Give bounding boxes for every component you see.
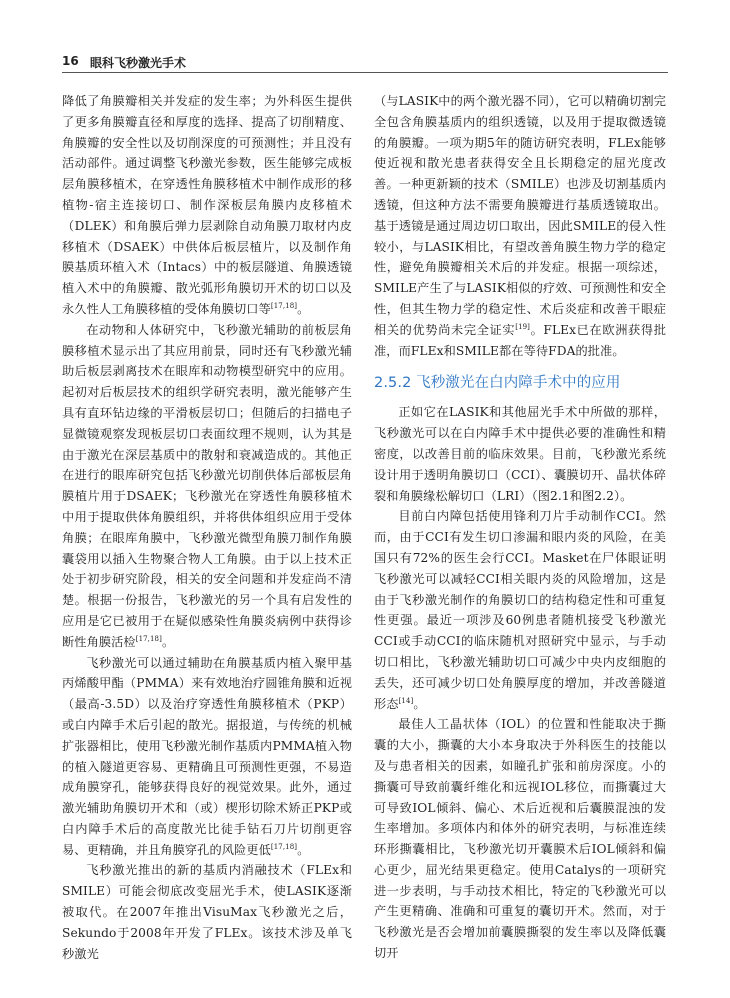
book-title: 眼科飞秒激光手术 (90, 56, 187, 70)
paragraph-text: 降低了角膜瓣相关并发症的发生率；为外科医生提供了更多角膜瓣直径和厚度的选择、提高了切削精度、角膜瓣的安全性以及切削深度的可预测性；并且没有活动部件。通过调整飞秒激光参数，医生能够完成板层角膜移植术，在穿透性角膜移植术中制作成形的移植物-宿主连接切口、制作深板层角膜内皮移植术（DLEK）和角膜后弹力层剥除自动角膜刀取材内皮移植术（DSAEK）中供体后板层植片，以及制作角膜基质环植入术（Intacs）中的板层隧道、角膜透镜植入术中的角膜瓣、散光弧形角膜切开术的切口以及永久性人工角膜移植的受体角膜切口等 (62, 94, 352, 316)
page-number: 16 (62, 54, 79, 68)
paragraph (62, 320, 352, 653)
citation: [14] (398, 696, 414, 705)
right-column (374, 91, 666, 964)
paragraph-end: 。 (297, 301, 310, 316)
paragraph (62, 860, 352, 964)
citation: [17,18] (270, 842, 298, 851)
paragraph-end: 。 (161, 634, 175, 649)
paragraph-text: 最佳人工晶状体（IOL）的位置和性能取决于撕囊的大小，撕囊的大小本身取决于外科医生的技能以及与患者相关的因素，如瞳孔扩张和前房深度。小的撕囊可导致前囊纤维化和远视IOL移位，而撕囊过大可导致IOL倾斜、偏心、术后近视和后囊膜混浊的发生率增加。多项体内和体外的研究表明，与标准连续环形撕囊相比，飞秒激光切开囊膜术后IOL倾斜和偏心更少，屈光结果更稳定。使用Catalys的一项研究进一步表明，与手动技术相比，特定的飞秒激光可以产生更精确、准确和可重复的囊切开术。然而，对于飞秒激光是否会增加前囊膜撕裂的发生率以及降低囊切开 (374, 717, 666, 961)
paragraph (374, 714, 666, 964)
paragraph-text: 飞秒激光可以通过辅助在角膜基质内植入聚甲基丙烯酸甲酯（PMMA）来有效地治疗圆锥角膜和近视（最高-3.5D）以及治疗穿透性角膜移植术（PKP）或白内障手术后引起的散光。据报道，与传统的机械扩张器相比，使用飞秒激光制作基质内PMMA植入物的植入隧道更容易、更精确且可预测性更强，不易造成角膜穿孔，能够获得良好的视觉效果。此外，通过激光辅助角膜切开术和（或）楔形切除术矫正PKP或白内障手术后的高度散光比徒手钻石刀片切削更容易、更精确，并且角膜穿孔的风险更低 (62, 655, 352, 857)
citation: [17,18] (135, 634, 162, 643)
paragraph-end: 。 (413, 696, 426, 711)
paragraph-text: （与LASIK中的两个激光器不同），它可以精确切割完全包含角膜基质内的组织透镜，以及用于提取微透镜的角膜瓣。一项为期5年的随访研究表明，FLEx能够使近视和散光患者获得安全且长期稳定的屈光度改善。一种更新颖的技术（SMILE）也涉及切割基质内透镜，但这种方法不需要角膜瓣进行基质透镜取出。基于透镜是通过周边切口取出，因此SMILE的侵入性较小，与LASIK相比，有望改善角膜生物力学的稳定性，避免角膜瓣相关术后的并发症。根据一项综述，SMILE产生了与LASIK相似的疗效、可预测性和安全性，但其生物力学的稳定性、术后炎症和改善干眼症相关的优势尚未完全证实 (374, 94, 666, 337)
paragraph (374, 91, 666, 361)
paragraph (374, 402, 666, 506)
paragraph (62, 653, 352, 861)
paragraph-text: 在动物和人体研究中，飞秒激光辅助的前板层角膜移植术显示出了其应用前景，同时还有飞秒激光辅助后板层剥离技术在眼库和动物模型研究中的应用。起初对后板层技术的组织学研究表明，激光能够产生具有直环钻边缘的平滑板层切口；但随后的扫描电子显微镜观察发现板层切口表面纹理不规则，认为其是由于激光在深层基质中的散射和衰减造成的。其他正在进行的眼库研究包括飞秒激光切削供体后部板层角膜植片用于DSAEK；飞秒激光在穿透性角膜移植术中用于提取供体角膜组织，并将供体组织应用于受体角膜；在眼库角膜中，飞秒激光微型角膜刀制作角膜囊袋用以插入生物聚合物人工角膜。由于以上技术正处于初步研究阶段，相关的安全问题和并发症尚不清楚。根据一份报告，飞秒激光的另一个具有启发性的应用是它已被用于在疑似感染性角膜炎病例中获得诊断性角膜活检 (62, 322, 352, 649)
citation: [17,18] (270, 301, 298, 310)
paragraph-end: 。FLEx已在欧洲获得批准，而FLEx和SMILE都在等待FDA的批准。 (374, 322, 666, 358)
section-heading: 2.5.2 飞秒激光在白内障手术中的应用 (374, 375, 621, 392)
paragraph-text: 目前白内障包括使用锋利刀片手动制作CCI。然而，由于CCI有发生切口渗漏和眼内炎的风险，在美国只有72%的医生会行CCI。Masket在尸体眼证明飞秒激光可以减轻CCI相关眼内炎的风险增加，这是由于飞秒激光制作的角膜切口的结构稳定性和可重复性更强。最近一项涉及60例患者随机接受飞秒激光CCI或手动CCI的临床随机对照研究中显示，与手动切口相比，飞秒激光辅助切口可减少中央内皮细胞的丢失，还可减少切口处角膜厚度的增加，并改善隧道形态 (374, 509, 666, 711)
running-header (62, 50, 668, 72)
citation: [19] (515, 322, 531, 331)
paragraph-end: 。 (297, 842, 310, 857)
paragraph (62, 91, 352, 320)
paragraph-text: 正如它在LASIK和其他屈光手术中所做的那样，飞秒激光可以在白内障手术中提供必要的准确性和精密度，以改善目前的临床效果。目前，飞秒激光系统设计用于透明角膜切口（CCI）、囊膜切开、晶状体碎裂和角膜缘松解切口（LRI）（图2.1和图2.2）。 (374, 405, 666, 503)
paragraph (374, 506, 666, 714)
paragraph-text: 飞秒激光推出的新的基质内消融技术（FLEx和SMILE）可能会彻底改变屈光手术，使LASIK逐渐被取代。在2007年推出VisuMax飞秒激光之后，Sekundo于2008年开发了FLEx。该技术涉及单飞秒激光 (62, 863, 352, 961)
header-rule (62, 72, 668, 73)
left-column (62, 91, 352, 964)
